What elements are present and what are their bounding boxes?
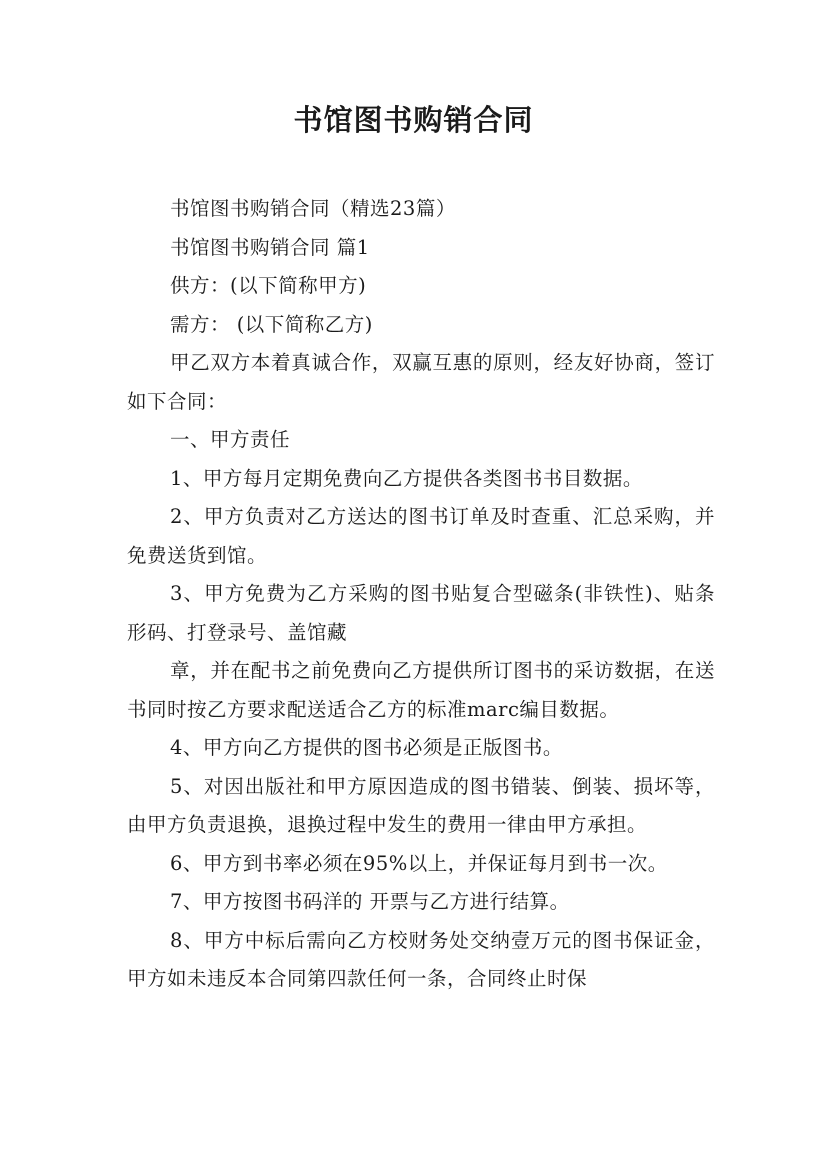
document-body — [127, 190, 715, 999]
paragraph-item-7: 7、甲方按图书码洋的 开票与乙方进行结算。 — [170, 890, 570, 913]
paragraph-item-6: 6、甲方到书率必须在95%以上，并保证每月到书一次。 — [170, 851, 668, 875]
paragraph-item-8: 8、甲方中标后需向乙方校财务处交纳壹万元的图书保证金，甲方如未违反本合同第四款任何一条，合同终止时保 — [127, 928, 715, 990]
paragraph-intro: 书馆图书购销合同（精选23篇） — [170, 197, 456, 220]
document-title: 书馆图书购销合同 — [293, 103, 534, 137]
paragraph-preamble: 甲乙双方本着真诚合作，双赢互惠的原则，经友好协商，签订如下合同： — [127, 351, 715, 413]
paragraph-item-5: 5、对因出版社和甲方原因造成的图书错装、倒装、损坏等，由甲方负责退换，退换过程中发生的费用一律由甲方承担。 — [127, 774, 715, 836]
paragraph-item-3-continued: 章，并在配书之前免费向乙方提供所订图书的采访数据，在送书同时按乙方要求配送适合乙方的标准marc编目数据。 — [127, 659, 715, 721]
paragraph-buyer: 需方： (以下简称乙方) — [170, 312, 373, 336]
paragraph-item-4: 4、甲方向乙方提供的图书必须是正版图书。 — [170, 736, 563, 759]
paragraph-item-3: 3、甲方免费为乙方采购的图书贴复合型磁条(非铁性)、贴条形码、打登录号、盖馆藏 — [127, 582, 715, 644]
paragraph-clause-heading: 一、甲方责任 — [170, 428, 291, 451]
paragraph-supplier: 供方：(以下简称甲方) — [170, 274, 367, 297]
paragraph-section-heading: 书馆图书购销合同 篇1 — [170, 235, 370, 259]
paragraph-item-1: 1、甲方每月定期免费向乙方提供各类图书书目数据。 — [170, 466, 643, 490]
paragraph-item-2: 2、甲方负责对乙方送达的图书订单及时查重、汇总采购，并免费送货到馆。 — [127, 505, 715, 567]
